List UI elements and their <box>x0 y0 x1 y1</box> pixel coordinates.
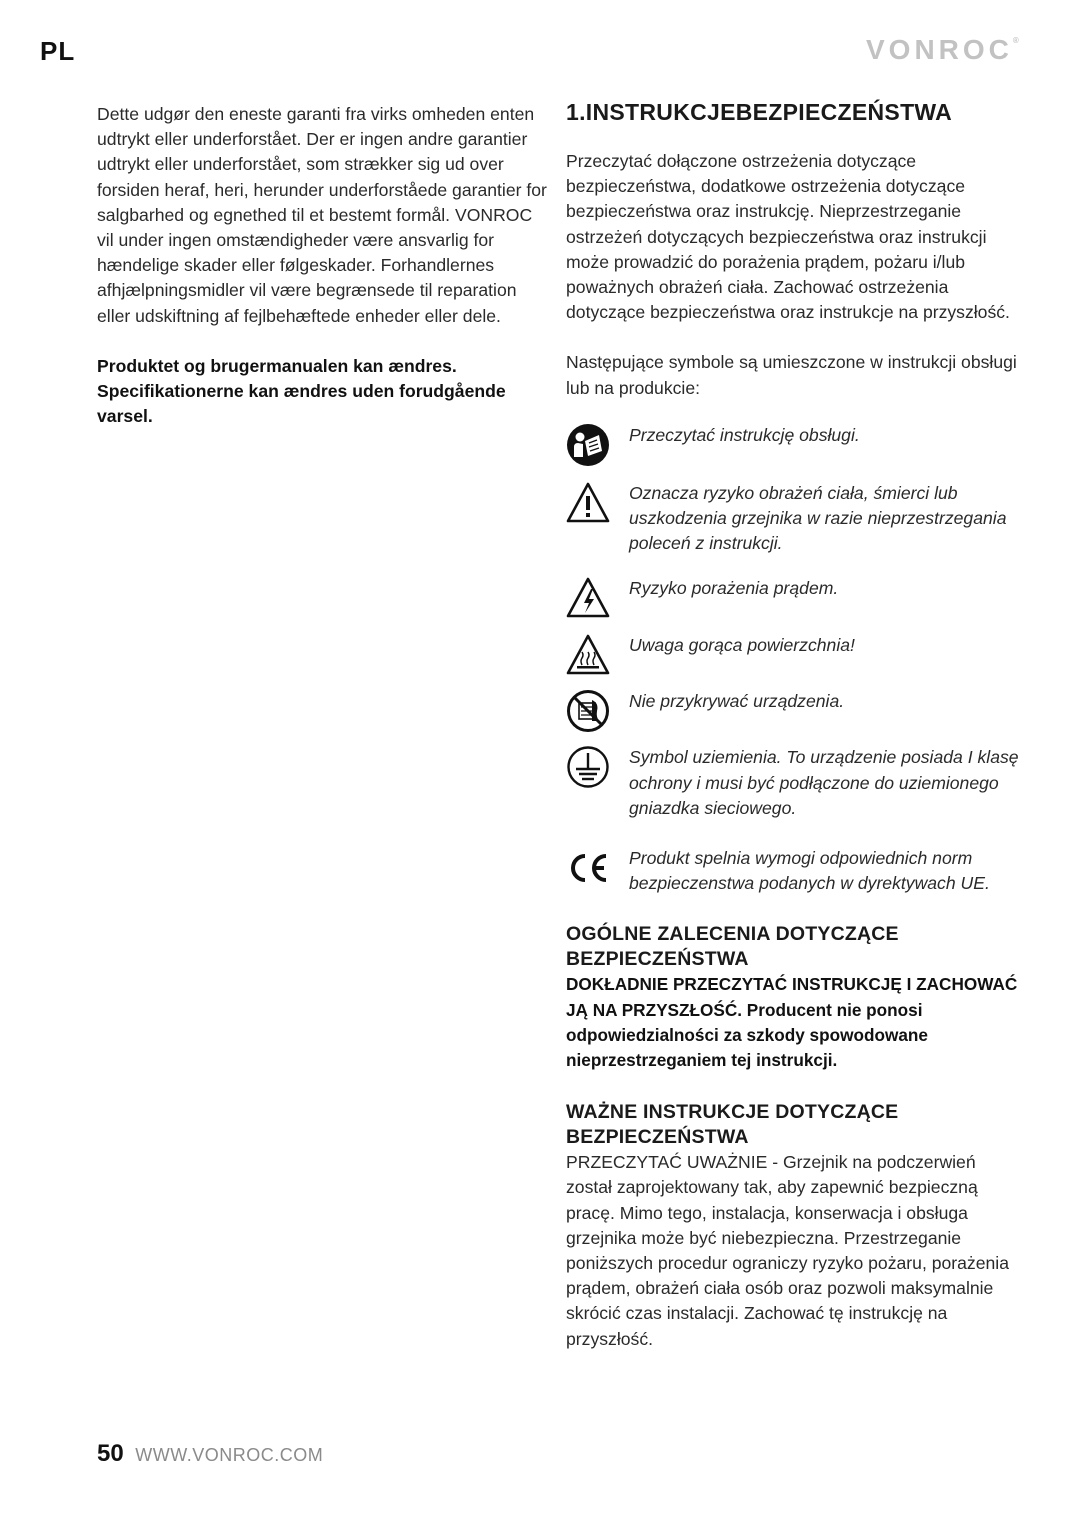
earth-ground-icon <box>566 745 610 789</box>
important-safety-body: PRZECZYTAĆ UWAŻNIE - Grzejnik na podczerwień został zaprojektowany tak, aby zapewnić bezpieczną pracę. Mimo tego, instalacja, konserwacja i obsługa grzejnika może być niebezpieczna. Przestrzeganie poniższych procedur ograniczy ryzyko pożaru, porażenia prądem, obrażeń ciała osób oraz pozwoli maksymalnie skrócić czas instalacji. Zachować tę instrukcję na przyszłość. <box>566 1152 1009 1349</box>
symbol-description: Symbol uziemienia. To urządzenie posiada I klasę ochrony i musi być podłączone do uziemionego gniazdka sieciowego. <box>629 747 1019 818</box>
safety-intro-paragraph: Przeczytać dołączone ostrzeżenia dotyczące bezpieczeństwa, dodatkowe ostrzeżenia dotyczące bezpieczeństwa oraz instrukcję. Nieprzestrzeganie ostrzeżeń dotyczących bezpieczeństwa oraz instrukcji może prowadzić do porażenia prądem, pożaru i/lub poważnych obrażeń ciała. Zachować ostrzeżenia dotyczące bezpieczeństwa oraz instrukcje na przyszłość. <box>566 151 1010 323</box>
symbol-row-electric-shock <box>566 576 1026 620</box>
symbol-description: Produkt spelnia wymogi odpowiednich norm bezpieczenstwa podanych w dyrektywach UE. <box>629 848 990 894</box>
symbol-row-do-not-cover <box>566 689 1026 733</box>
read-manual-icon <box>566 423 610 467</box>
section-title: 1.INSTRUKCJEBEZPIECZEŃSTWA <box>566 99 953 125</box>
brand-logo <box>866 34 1019 66</box>
symbol-description: Oznacza ryzyko obrażeń ciała, śmierci lub uszkodzenia grzejnika w razie nieprzestrzegania poleceń z instrukcji. <box>629 482 1007 554</box>
symbol-row-ce-mark <box>566 846 1026 896</box>
symbol-description: Ryzyko porażenia prądem. <box>629 578 839 599</box>
important-safety-heading: WAŻNE INSTRUKCJE DOTYCZĄCE BEZPIECZEŃSTWA <box>566 1101 899 1149</box>
page-number: 50 <box>97 1440 124 1467</box>
symbol-description: Uwaga gorąca powierzchnia! <box>629 635 855 656</box>
website-link[interactable]: WWW.VONROC.COM <box>135 1445 324 1465</box>
symbol-row-earth-ground <box>566 745 1026 821</box>
symbol-row-warning <box>566 481 1026 557</box>
page-footer <box>97 1440 323 1468</box>
hot-surface-icon <box>566 633 610 677</box>
symbol-description: Nie przykrywać urządzenia. <box>629 691 845 712</box>
registered-mark: ® <box>1012 36 1019 45</box>
do-not-cover-icon <box>566 689 610 733</box>
general-safety-heading: OGÓLNE ZALECENIA DOTYCZĄCE BEZPIECZEŃSTWA <box>566 923 899 971</box>
warranty-paragraph: Dette udgør den eneste garanti fra virks omheden enten udtrykt eller underforstået. Der er ingen andre garantier udtrykt eller underforstået, som strækker sig ud over forsiden heraf, heri, herunder underforståede garantier for salgbarhed og egnethed til et bestemt formål. VONROC vil under ingen omstændigheder være ansvarlig for hændelige skader eller følgeskader. Forhandlernes afhjælpningsmidler vil være begrænsede til reparation eller udskiftning af fejlbehæftede enheder eller dele. <box>97 104 547 326</box>
ce-mark-icon <box>566 846 610 890</box>
symbol-description: Przeczytać instrukcję obsługi. <box>629 424 860 445</box>
language-code: PL <box>40 36 76 66</box>
right-column <box>566 97 1026 1352</box>
general-safety-body: DOKŁADNIE PRZECZYTAĆ INSTRUKCJĘ I ZACHOWAĆ JĄ NA PRZYSZŁOŚĆ. Producent nie ponosi odpowiedzialności za szkody spowodowane nieprzestrzeganiem tej instrukcji. <box>566 974 1018 1071</box>
warning-icon <box>566 481 610 525</box>
change-notice-paragraph: Produktet og brugermanualen kan ændres. Specifikationerne kan ændres uden forudgående varsel. <box>97 355 506 427</box>
symbol-row-read-manual <box>566 423 1026 467</box>
left-column <box>97 102 547 429</box>
symbols-intro-paragraph: Następujące symbole są umieszczone w instrukcji obsługi lub na produkcie: <box>566 352 1017 398</box>
symbol-row-hot-surface <box>566 633 1026 677</box>
brand-name: VONROC <box>866 34 1013 65</box>
electric-shock-icon <box>566 576 610 620</box>
